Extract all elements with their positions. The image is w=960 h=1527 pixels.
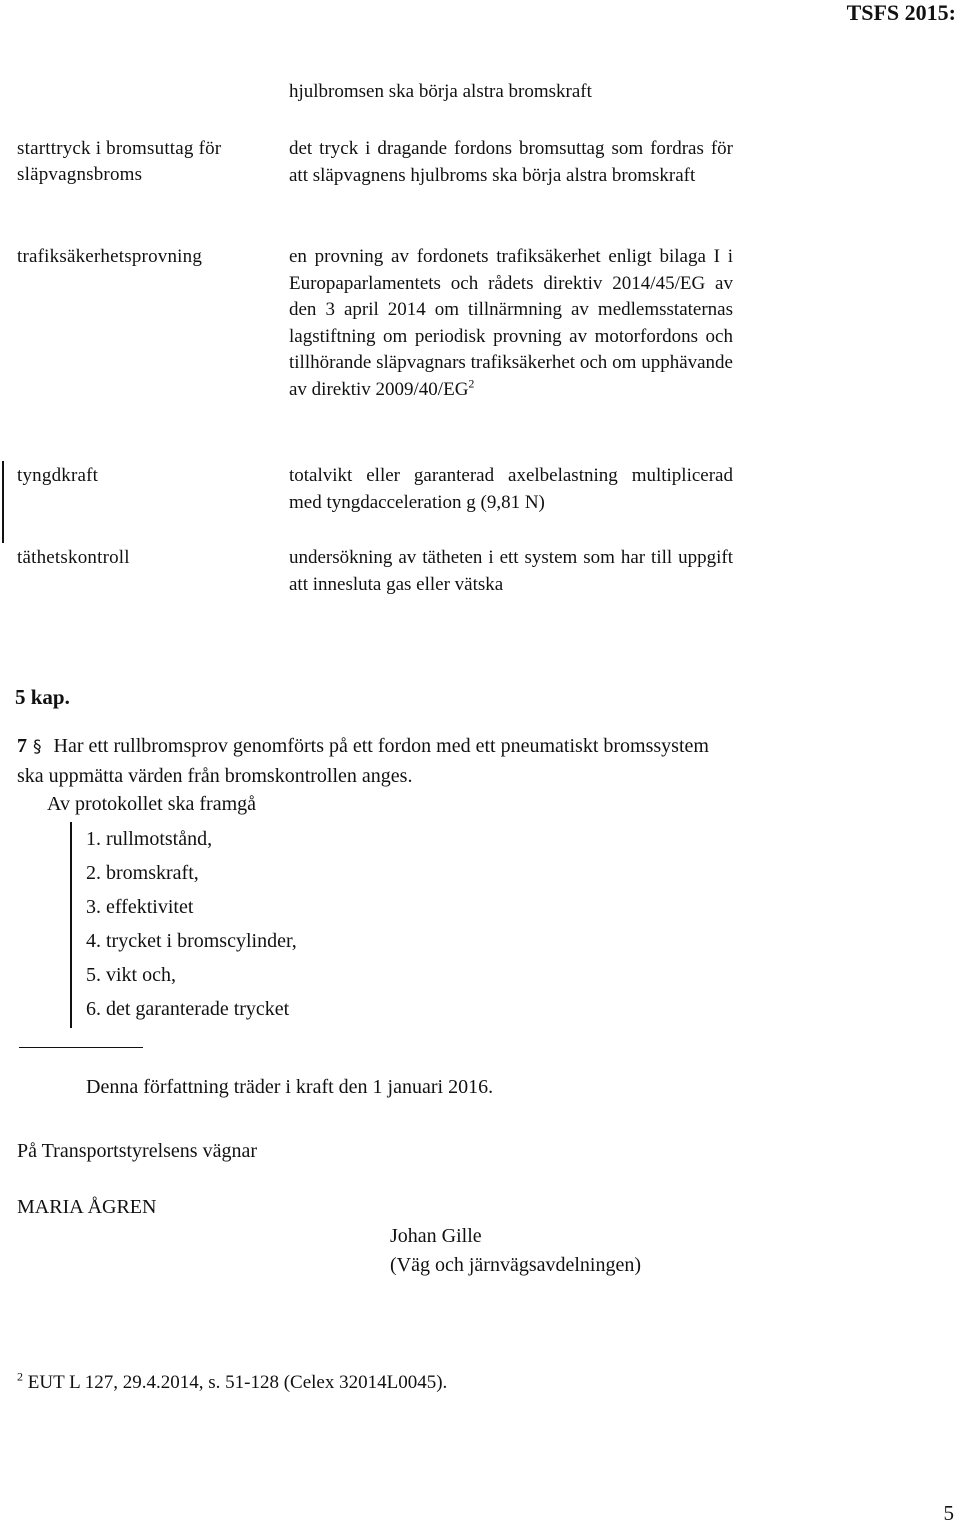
protocol-list bbox=[86, 822, 297, 1026]
list-item: 6. det garanterade trycket bbox=[86, 998, 290, 1020]
paragraph bbox=[17, 732, 733, 791]
footnote bbox=[17, 1369, 448, 1394]
list-item: 4. trycket i bromscylinder, bbox=[86, 930, 297, 952]
footnote-number: 2 bbox=[17, 1369, 23, 1384]
effective-date: Denna författning träder i kraft den 1 januari 2016. bbox=[86, 1076, 494, 1098]
definition-text-body: en provning av fordonets trafiksäkerhet enligt bilaga I i Europaparlamentets och rådets direktiv 2014/45/EG av den 3 april 2014 om tillnärmning av medlemsstaternas lagstiftning om periodisk provning av motorfordons och tillhörande släpvagnars trafiksäkerhet och om upphävande av direktiv 2009/40/EG bbox=[289, 246, 733, 400]
footnote-reference: 2 bbox=[468, 376, 475, 391]
list-item: 1. rullmotstånd, bbox=[86, 828, 213, 850]
definition-text: undersökning av tätheten i ett system som har till uppgift att innesluta gas eller vätska bbox=[289, 547, 733, 595]
definition-term: trafiksäkerhetsprovning bbox=[17, 246, 203, 267]
definition-text: det tryck i dragande fordons bromsuttag som fordras för att släpvagnens hjulbroms ska börja alstra bromskraft bbox=[289, 138, 733, 186]
list-item: 5. vikt och, bbox=[86, 964, 176, 986]
definition-term: tyngdkraft bbox=[17, 465, 99, 486]
footnote-text: EUT L 127, 29.4.2014, s. 51-128 (Celex 32014L0045). bbox=[27, 1372, 448, 1393]
chapter-heading: 5 kap. bbox=[15, 685, 70, 709]
page-number: 5 bbox=[943, 1501, 954, 1525]
separator-rule bbox=[19, 1047, 143, 1048]
document-header: TSFS 2015: bbox=[846, 0, 956, 25]
section-symbol: § bbox=[33, 737, 42, 757]
paragraph-number: 7 bbox=[17, 735, 27, 757]
definition-text: totalvikt eller garanterad axelbelastning multiplicerad med tyngdacceleration g (9,81 N) bbox=[289, 465, 733, 513]
definition-term: starttryck i bromsuttag för släpvagnsbroms bbox=[17, 138, 222, 185]
signer-name: MARIA ÅGREN bbox=[17, 1196, 157, 1218]
on-behalf-line: På Transportstyrelsens vägnar bbox=[17, 1140, 257, 1162]
signer-department: (Väg och järnvägsavdelningen) bbox=[390, 1254, 642, 1276]
change-bar bbox=[70, 822, 72, 1028]
change-bar bbox=[2, 461, 4, 543]
definition-text bbox=[289, 244, 733, 403]
definition-text: hjulbromsen ska börja alstra bromskraft bbox=[289, 81, 592, 102]
paragraph-text: Har ett rullbromsprov genomförts på ett fordon med ett pneumatiskt bromssystem ska uppmätta värden från bromskontrollen anges. bbox=[17, 735, 709, 787]
list-intro: Av protokollet ska framgå bbox=[47, 793, 257, 815]
list-item: 3. effektivitet bbox=[86, 896, 194, 918]
list-item: 2. bromskraft, bbox=[86, 862, 199, 884]
signer-name: Johan Gille bbox=[390, 1225, 482, 1247]
definition-term: täthetskontroll bbox=[17, 547, 130, 568]
